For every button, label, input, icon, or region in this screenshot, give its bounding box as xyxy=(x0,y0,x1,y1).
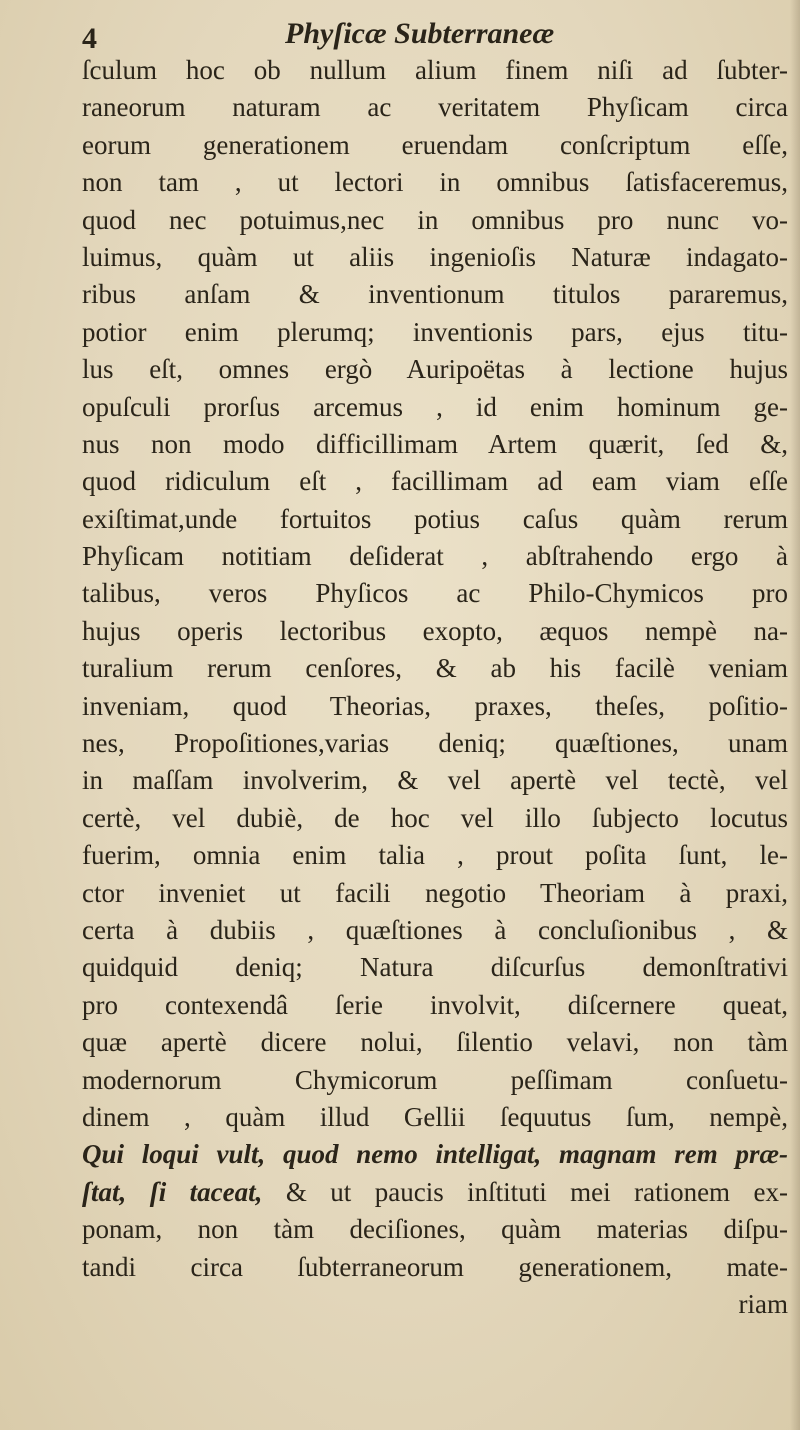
text-line: nus non modo difficillimam Artem quærit, ſed &, xyxy=(82,428,788,459)
text-line: turalium rerum cenſores, & ab his facilè veniam xyxy=(82,653,788,684)
text-line: ponam, non tàm deciſiones, quàm materias diſpu- xyxy=(82,1214,788,1245)
text-line: ſculum hoc ob nullum alium finem niſi ad ſubter- xyxy=(82,55,788,85)
body-text xyxy=(82,52,788,1323)
text-line: quæ apertè dicere nolui, ſilentio velavi, non tàm xyxy=(82,1027,788,1058)
text-line: certa à dubiis , quæſtiones à concluſionibus , & xyxy=(82,914,788,945)
text-line: inveniam, quod Theorias, praxes, theſes, poſitio- xyxy=(82,690,788,721)
text-line: in maſſam involverim, & vel apertè vel tectè, vel xyxy=(82,765,788,796)
text-line: modernorum Chymicorum peſſimam conſuetu- xyxy=(82,1064,788,1095)
text-line: exiſtimat,unde fortuitos potius caſus quàm rerum xyxy=(82,503,788,534)
text-line: nes, Propoſitiones,varias deniq; quæſtiones, unam xyxy=(82,728,788,759)
text-line: potior enim plerumq; inventionis pars, ejus titu- xyxy=(82,316,788,347)
italic-quote-fragment: ſtat, ſi taceat, xyxy=(82,1176,263,1207)
running-head: Phyſicæ Subterraneæ xyxy=(285,17,555,50)
text-line: luimus, quàm ut aliis ingenioſis Naturæ indagato- xyxy=(82,241,788,272)
roman-fragment: & ut paucis inſtituti mei rationem ex- xyxy=(262,1176,788,1207)
text-line: raneorum naturam ac veritatem Phyſicam circa xyxy=(82,92,788,123)
text-line: opuſculi prorſus arcemus , id enim hominum ge- xyxy=(82,391,788,422)
text-line: quod ridiculum eſt , facillimam ad eam viam eſſe xyxy=(82,466,788,497)
text-line: tandi circa ſubterraneorum generationem, mate- xyxy=(82,1251,788,1282)
text-line: Phyſicam notitiam deſiderat , abſtrahendo ergo à xyxy=(82,541,788,572)
page-number: 4 xyxy=(82,22,97,55)
text-line: riam xyxy=(738,1288,788,1319)
text-line: eorum generationem eruendam conſcriptum eſſe, xyxy=(82,129,788,160)
text-line: Qui loqui vult, quod nemo intelligat, magnam rem præ- xyxy=(82,1139,788,1170)
text-line: ribus anſam & inventionum titulos pararemus, xyxy=(82,279,788,310)
text-line: lus eſt, omnes ergò Auripoëtas à lectione hujus xyxy=(82,354,788,385)
text-line: certè, vel dubiè, de hoc vel illo ſubjecto locutus xyxy=(82,802,788,833)
text-line: non tam , ut lectori in omnibus ſatisfaceremus, xyxy=(82,167,788,198)
page-edge-shadow xyxy=(790,0,800,1430)
text-line: pro contexendâ ſerie involvit, diſcernere queat, xyxy=(82,989,788,1020)
text-line xyxy=(82,1174,788,1211)
text-line: talibus, veros Phyſicos ac Philo-Chymicos pro xyxy=(82,578,788,609)
text-line: quidquid deniq; Natura diſcurſus demonſtrativi xyxy=(82,952,788,983)
text-line: quod nec potuimus,nec in omnibus pro nunc vo- xyxy=(82,204,788,235)
text-line: ctor inveniet ut facili negotio Theoriam à praxi, xyxy=(82,877,788,908)
text-line: fuerim, omnia enim talia , prout poſita ſunt, le- xyxy=(82,840,788,871)
text-line: dinem , quàm illud Gellii ſequutus ſum, nempè, xyxy=(82,1101,788,1132)
text-line: hujus operis lectoribus exopto, æquos nempè na- xyxy=(82,615,788,646)
